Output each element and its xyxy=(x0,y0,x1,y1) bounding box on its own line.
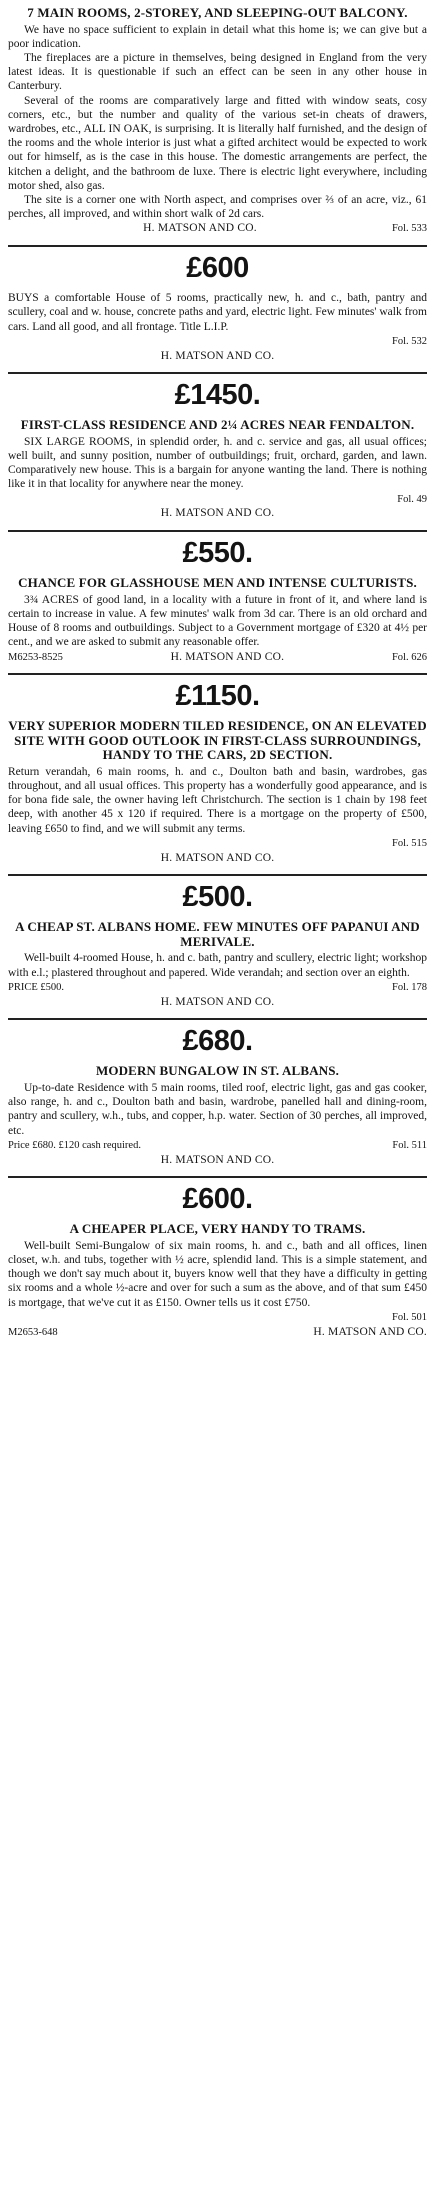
ad-signature xyxy=(8,1154,427,1168)
ad-paragraph: Up-to-date Residence with 5 main rooms, tiled roof, electric light, gas and gas cooker, also range, h. and c., Doulton bath and basin, wardrobe, panelled hall and dining-room, pantry and scullery, w.h., tubs, and copper, h.p. water. Section of 30 perches, all improved, etc. xyxy=(8,1081,427,1137)
ad-paragraph: BUYS a comfortable House of 5 rooms, practically new, h. and c., bath, pantry and scullery, coal and w. house, concrete paths and yard, electric light. Few minutes' walk from cars. Land all good, and all frontage. Title L.I.P. xyxy=(8,292,427,333)
folio-ref: Fol. 532 xyxy=(391,335,427,347)
ad-price: £550. xyxy=(182,537,253,570)
ad-heading: VERY SUPERIOR MODERN TILED RESIDENCE, ON AN ELEVATED SITE WITH GOOD OUTLOOK IN FIRST-CLASS SURROUNDINGS, HANDY TO THE CARS, 2D SECTION. xyxy=(8,718,427,763)
folio-ref: Fol. 178 xyxy=(391,981,427,993)
ad-modern-bungalow xyxy=(8,1024,427,1178)
ad-paragraph: We have no space sufficient to explain in detail what this home is; we can give but a poor indication. xyxy=(8,23,427,50)
ad-price-line: Price £680. £120 cash required. xyxy=(8,1139,141,1151)
ad-price: £600 xyxy=(186,252,249,285)
ad-signature xyxy=(8,837,427,851)
ad-signature xyxy=(8,1139,427,1153)
ad-heading: A CHEAP ST. ALBANS HOME. FEW MINUTES OFF PAPANUI AND MERIVALE. xyxy=(15,919,420,949)
ad-code: M6253-8525 xyxy=(8,651,63,663)
divider xyxy=(8,1176,427,1178)
agent-name: H. MATSON AND CO. xyxy=(160,507,275,520)
ad-code: M2653-648 xyxy=(8,1326,58,1338)
ad-signature xyxy=(8,996,427,1010)
ad-signature xyxy=(8,1311,427,1325)
divider xyxy=(8,874,427,876)
ad-heading: A CHEAPER PLACE, VERY HANDY TO TRAMS. xyxy=(69,1221,366,1237)
ad-st-albans-home xyxy=(8,880,427,1020)
ad-price: £680. xyxy=(182,1025,253,1058)
divider xyxy=(8,1018,427,1020)
ad-price: £1450. xyxy=(174,379,261,412)
ad-heading: FIRST-CLASS RESIDENCE AND 2¼ ACRES NEAR FENDALTON. xyxy=(20,417,415,433)
ad-heading: 7 MAIN ROOMS, 2-STOREY, AND SLEEPING-OUT BALCONY. xyxy=(27,5,408,20)
divider xyxy=(8,530,427,532)
ad-main-rooms xyxy=(8,6,427,247)
folio-ref: Fol. 515 xyxy=(391,837,427,849)
ad-glasshouse xyxy=(8,536,427,675)
agent-name: H. MATSON AND CO. xyxy=(160,349,275,362)
ad-signature xyxy=(8,350,427,364)
ad-price: £600. xyxy=(182,1183,253,1216)
ad-signature xyxy=(8,222,427,236)
agent-name: H. MATSON AND CO. xyxy=(313,1325,427,1338)
divider xyxy=(8,245,427,247)
divider xyxy=(8,673,427,675)
agent-name: H. MATSON AND CO. xyxy=(143,222,257,235)
ad-superior-residence xyxy=(8,679,427,876)
ad-signature xyxy=(8,981,427,995)
ad-price: £1150. xyxy=(175,680,260,713)
folio-ref: Fol. 501 xyxy=(391,1311,427,1323)
ad-cheaper-place xyxy=(8,1182,427,1339)
ad-paragraph: Well-built 4-roomed House, h. and c. bath, pantry and scullery, electric light; workshop with e.l.; plastered throughout and papered. Wide verandah; and section over an eighth. xyxy=(8,952,427,979)
ad-signature xyxy=(8,493,427,507)
ad-paragraph: SIX LARGE ROOMS, in splendid order, h. and c. service and gas, all usual offices; well built, and sunny position, number of outbuildings; fruit, orchard, garden, and lawn. Comparatively new house. This is a bargain for anyone wanting the land. There is nothing like it in that locality for anywhere near the money. xyxy=(8,435,427,491)
folio-ref: Fol. 626 xyxy=(391,651,427,663)
ad-600-house xyxy=(8,251,427,374)
ad-paragraph: Well-built Semi-Bungalow of six main rooms, h. and c., bath and all offices, linen closet, w.h. and tubs, together with ½ acre, splendid land. This is a simple statement, and though we don't say much about it, buyers know well that they have a difficulty in getting six rooms and a whole ½-acre and over for such a sum as the above, and of that sum £450 is mortgage, that we've cut it as £150. Owner tells us it cost £750. xyxy=(8,1239,427,1309)
folio-ref: Fol. 49 xyxy=(397,493,427,505)
folio-ref: Fol. 511 xyxy=(392,1139,427,1151)
ad-heading: CHANCE FOR GLASSHOUSE MEN AND INTENSE CULTURISTS. xyxy=(18,575,417,591)
ad-signature xyxy=(8,335,427,349)
agent-name: H. MATSON AND CO. xyxy=(160,1153,275,1166)
ad-paragraph: The site is a corner one with North aspect, and comprises over ⅔ of an acre, viz., 61 perches, all improved, and within short walk of 2d cars. xyxy=(8,193,427,221)
ad-paragraph: The fireplaces are a picture in themselves, being designed in England from the very latest ideas. It is questionable if such an effect can be seen in any other house in Canterbury. xyxy=(8,51,427,93)
ad-price-line: PRICE £500. xyxy=(8,981,65,993)
ad-fendalton xyxy=(8,378,427,532)
agent-name: H. MATSON AND CO. xyxy=(160,995,275,1008)
divider xyxy=(8,372,427,374)
ad-signature xyxy=(8,852,427,866)
ad-signature xyxy=(8,507,427,521)
ad-signature xyxy=(8,651,427,665)
agent-name: H. MATSON AND CO. xyxy=(160,851,275,864)
ad-paragraph: Return verandah, 6 main rooms, h. and c., Doulton bath and basin, wardrobes, gas throughout, and all usual offices. This property has a wonderfully good appearance, and is for bona fide sale, the owner having left Christchurch. The section is 1 chain by 198 feet deep, with another 45 x 120 if required. There is a mortgage on the property of £500, leaving £650 to find, and we will submit any terms. xyxy=(8,765,427,835)
ad-signature xyxy=(8,1326,427,1340)
agent-name: H. MATSON AND CO. xyxy=(170,650,285,663)
ad-paragraph: Several of the rooms are comparatively large and fitted with window seats, cosy corners, etc., but the number and quality of the various set-in cheats of drawers, wardrobes, etc., ALL IN OAK, is surprising. It is literally half furnished, and the design of the rooms and the whole interior is just what a gifted architect would be expected to work out for himself, as is the case in this house. The domestic arrangements are perfect, the kitchen a delight, and the bathroom de luxe. There is electric light everywhere, including motor shed, also gas. xyxy=(8,94,427,192)
ad-price: £500. xyxy=(182,881,253,914)
ad-heading: MODERN BUNGALOW IN ST. ALBANS. xyxy=(95,1063,340,1079)
folio-ref: Fol. 533 xyxy=(391,223,427,235)
ad-paragraph: 3¾ ACRES of good land, in a locality with a future in front of it, and where land is certain to increase in value. A few minutes' walk from 3d car. There is an old orchard and House of 8 rooms and outbuildings. Subject to a Government mortgage of £320 at 4½ per cent., and we are asked to submit any reasonable offer. xyxy=(8,593,427,649)
